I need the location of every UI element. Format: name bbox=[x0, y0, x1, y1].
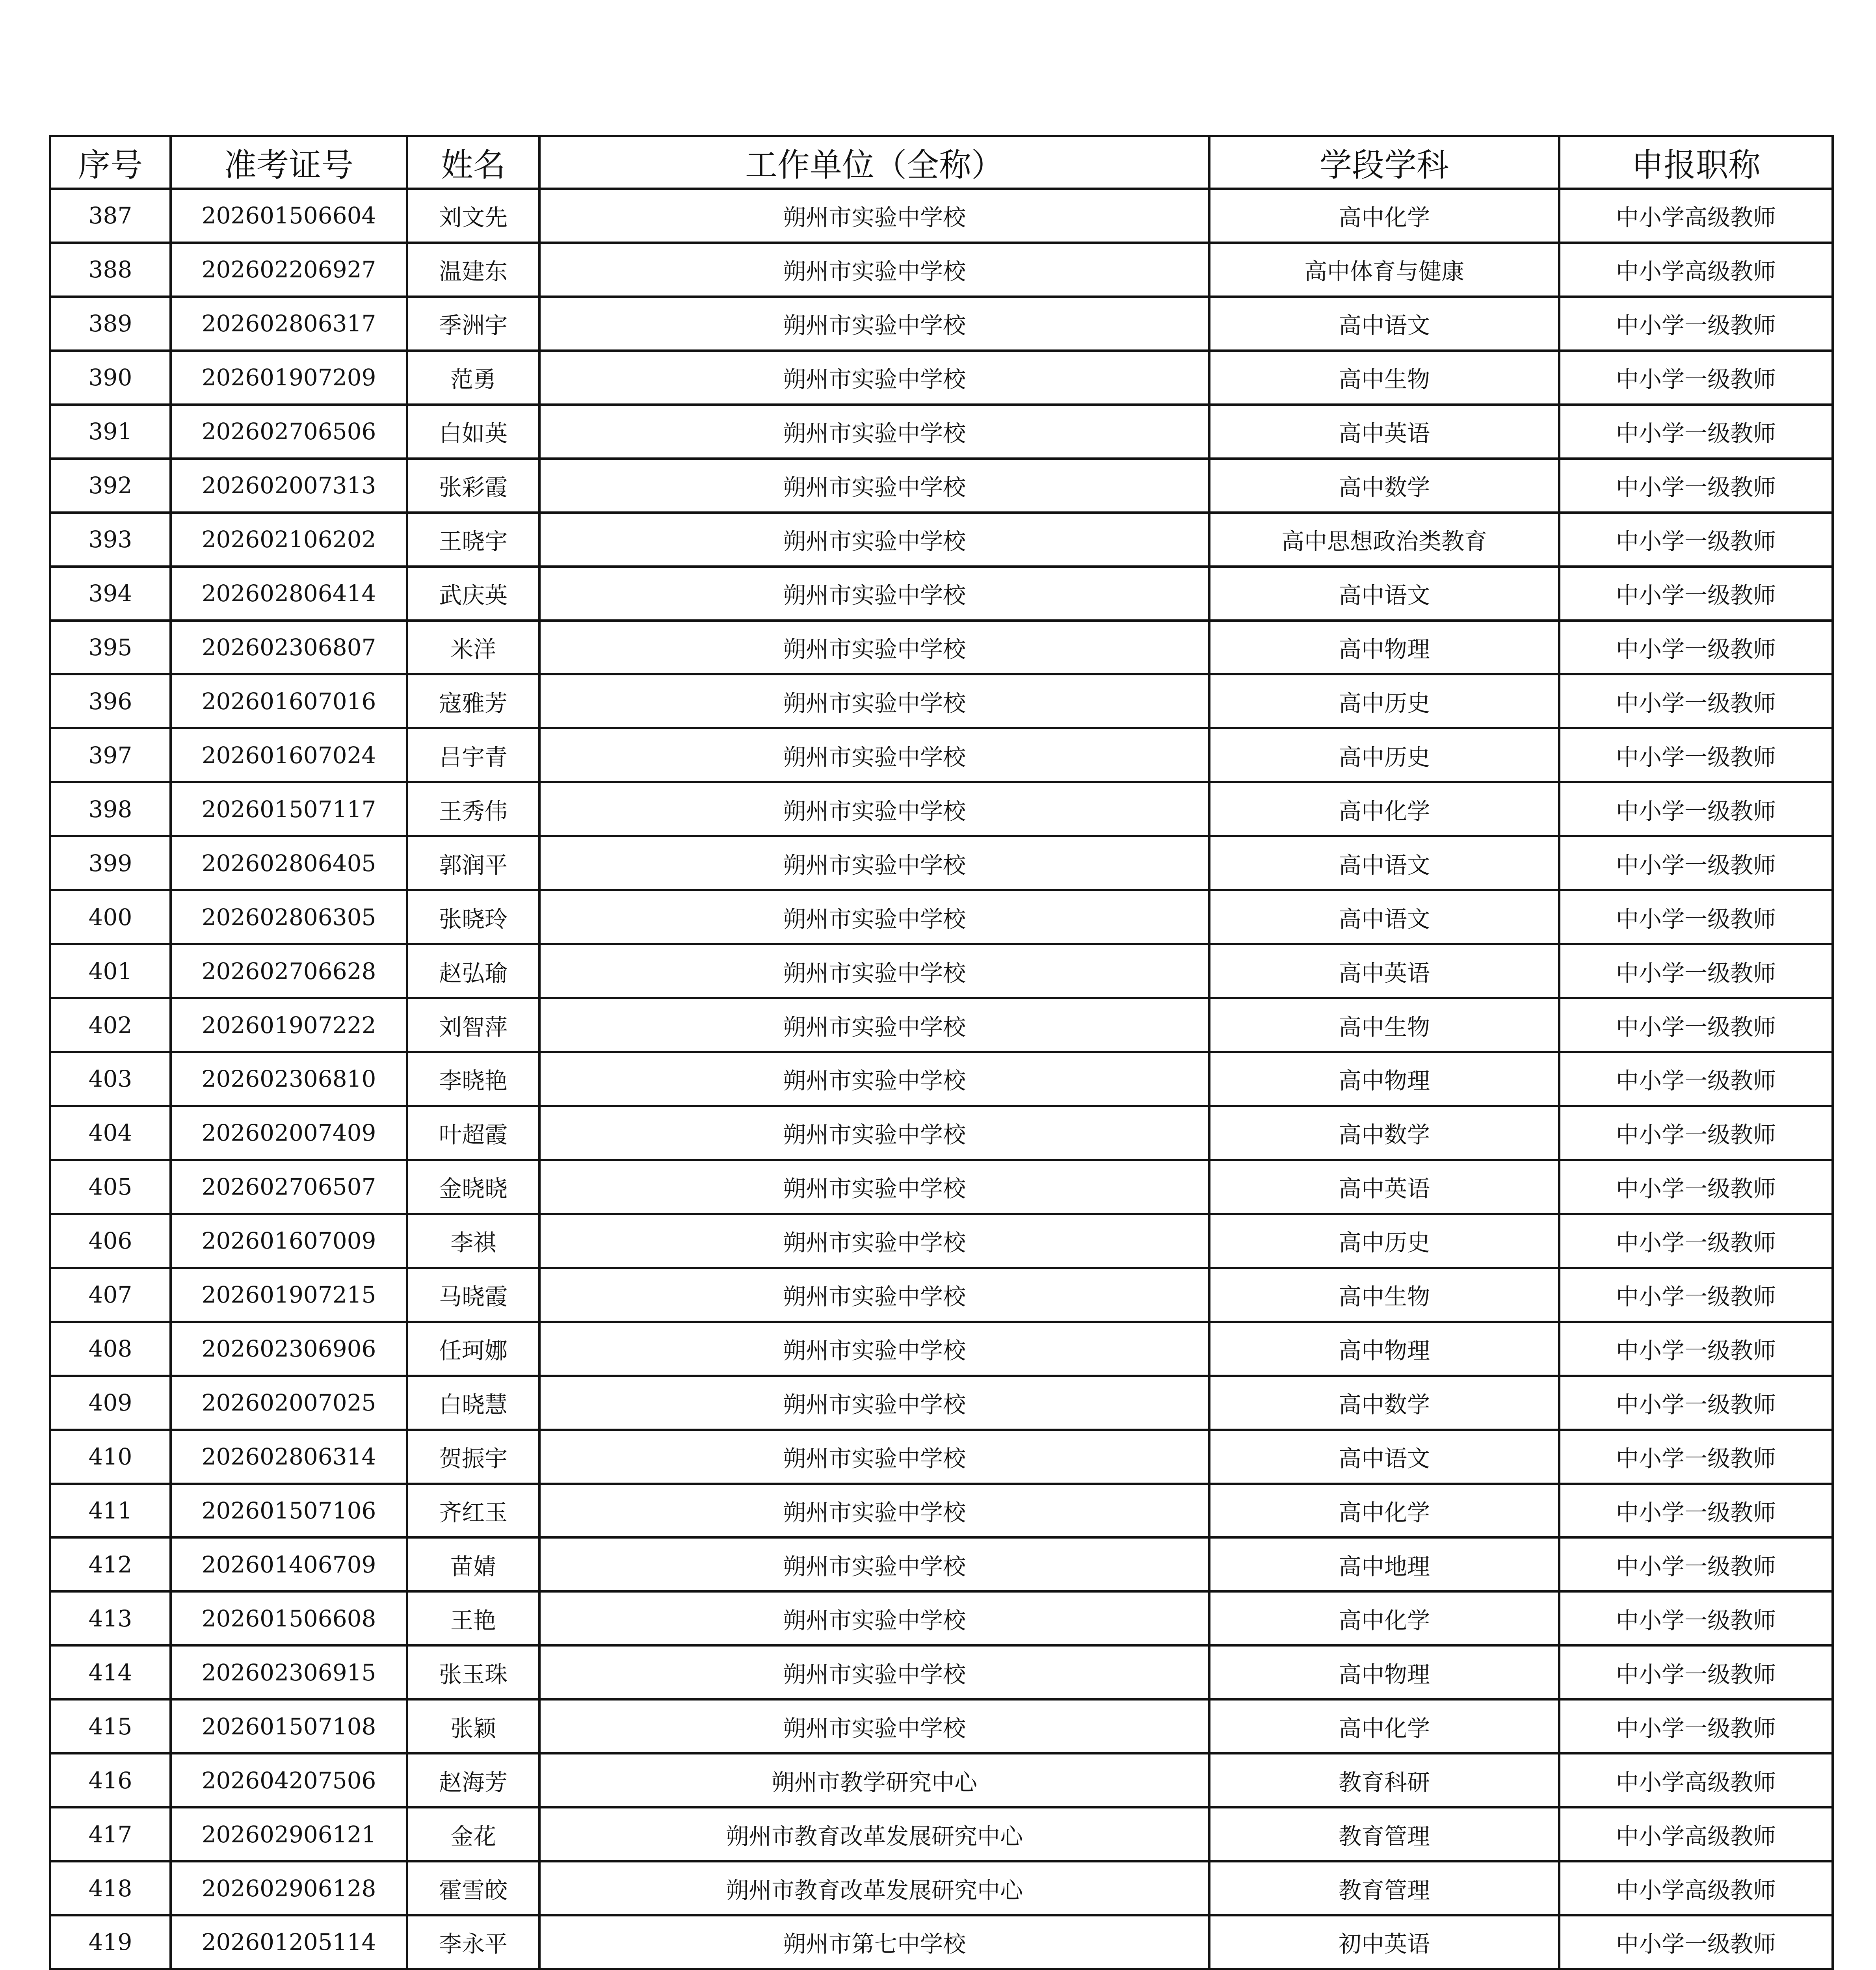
cell-name: 叶超霞 bbox=[407, 1106, 539, 1160]
cell-subject: 初中英语 bbox=[1209, 1915, 1559, 1969]
cell-workplace: 朔州市实验中学校 bbox=[539, 459, 1209, 513]
cell-name: 李永平 bbox=[407, 1915, 539, 1969]
table-row bbox=[50, 1807, 1833, 1861]
cell-workplace: 朔州市实验中学校 bbox=[539, 1537, 1209, 1591]
cell-subject: 高中英语 bbox=[1209, 944, 1559, 998]
cell-exam-id: 202601607009 bbox=[171, 1214, 407, 1268]
cell-name: 王艳 bbox=[407, 1591, 539, 1645]
table-row bbox=[50, 1645, 1833, 1699]
table-row bbox=[50, 1915, 1833, 1969]
cell-title: 中小学一级教师 bbox=[1559, 782, 1833, 836]
cell-subject: 高中历史 bbox=[1209, 1214, 1559, 1268]
cell-name: 王晓宇 bbox=[407, 513, 539, 567]
cell-workplace: 朔州市实验中学校 bbox=[539, 1160, 1209, 1214]
cell-exam-id: 202602806314 bbox=[171, 1430, 407, 1484]
cell-title: 中小学一级教师 bbox=[1559, 405, 1833, 459]
cell-title: 中小学一级教师 bbox=[1559, 351, 1833, 405]
cell-serial: 394 bbox=[50, 567, 171, 621]
cell-title: 中小学高级教师 bbox=[1559, 1753, 1833, 1807]
cell-title: 中小学一级教师 bbox=[1559, 1591, 1833, 1645]
cell-workplace: 朔州市实验中学校 bbox=[539, 621, 1209, 675]
table-row bbox=[50, 459, 1833, 513]
cell-exam-id: 202602106202 bbox=[171, 513, 407, 567]
table-row bbox=[50, 351, 1833, 405]
cell-name: 齐红玉 bbox=[407, 1484, 539, 1538]
cell-serial: 404 bbox=[50, 1106, 171, 1160]
cell-serial: 399 bbox=[50, 836, 171, 890]
cell-workplace: 朔州市实验中学校 bbox=[539, 297, 1209, 351]
cell-subject: 高中物理 bbox=[1209, 1645, 1559, 1699]
cell-title: 中小学一级教师 bbox=[1559, 513, 1833, 567]
cell-title: 中小学一级教师 bbox=[1559, 1484, 1833, 1538]
cell-workplace: 朔州市实验中学校 bbox=[539, 351, 1209, 405]
table-row bbox=[50, 513, 1833, 567]
cell-subject: 高中化学 bbox=[1209, 782, 1559, 836]
cell-workplace: 朔州市实验中学校 bbox=[539, 1214, 1209, 1268]
cell-workplace: 朔州市实验中学校 bbox=[539, 243, 1209, 297]
cell-title: 中小学一级教师 bbox=[1559, 674, 1833, 728]
cell-name: 金花 bbox=[407, 1807, 539, 1861]
cell-exam-id: 202602706628 bbox=[171, 944, 407, 998]
cell-workplace: 朔州市实验中学校 bbox=[539, 1645, 1209, 1699]
cell-workplace: 朔州市实验中学校 bbox=[539, 1591, 1209, 1645]
cell-exam-id: 202602306915 bbox=[171, 1645, 407, 1699]
cell-workplace: 朔州市实验中学校 bbox=[539, 1052, 1209, 1106]
cell-serial: 418 bbox=[50, 1861, 171, 1915]
cell-workplace: 朔州市实验中学校 bbox=[539, 1484, 1209, 1538]
table-row bbox=[50, 1537, 1833, 1591]
cell-workplace: 朔州市实验中学校 bbox=[539, 944, 1209, 998]
cell-serial: 406 bbox=[50, 1214, 171, 1268]
cell-serial: 405 bbox=[50, 1160, 171, 1214]
cell-serial: 415 bbox=[50, 1699, 171, 1753]
cell-title: 中小学一级教师 bbox=[1559, 1430, 1833, 1484]
cell-subject: 高中化学 bbox=[1209, 1699, 1559, 1753]
cell-title: 中小学一级教师 bbox=[1559, 998, 1833, 1052]
table-row bbox=[50, 1106, 1833, 1160]
cell-name: 温建东 bbox=[407, 243, 539, 297]
cell-exam-id: 202602806317 bbox=[171, 297, 407, 351]
cell-serial: 411 bbox=[50, 1484, 171, 1538]
cell-serial: 398 bbox=[50, 782, 171, 836]
table-row bbox=[50, 621, 1833, 675]
cell-serial: 396 bbox=[50, 674, 171, 728]
cell-name: 寇雅芳 bbox=[407, 674, 539, 728]
table-row bbox=[50, 944, 1833, 998]
cell-name: 刘智萍 bbox=[407, 998, 539, 1052]
cell-exam-id: 202604207506 bbox=[171, 1753, 407, 1807]
cell-exam-id: 202602306906 bbox=[171, 1322, 407, 1376]
cell-name: 李祺 bbox=[407, 1214, 539, 1268]
table-row bbox=[50, 1322, 1833, 1376]
table-row bbox=[50, 1268, 1833, 1322]
cell-subject: 高中生物 bbox=[1209, 1268, 1559, 1322]
cell-title: 中小学一级教师 bbox=[1559, 890, 1833, 944]
table-row bbox=[50, 1160, 1833, 1214]
cell-workplace: 朔州市实验中学校 bbox=[539, 405, 1209, 459]
cell-name: 王秀伟 bbox=[407, 782, 539, 836]
cell-subject: 高中历史 bbox=[1209, 728, 1559, 782]
cell-name: 霍雪皎 bbox=[407, 1861, 539, 1915]
cell-title: 中小学高级教师 bbox=[1559, 243, 1833, 297]
cell-exam-id: 202602706507 bbox=[171, 1160, 407, 1214]
cell-workplace: 朔州市实验中学校 bbox=[539, 674, 1209, 728]
cell-exam-id: 202602306810 bbox=[171, 1052, 407, 1106]
cell-subject: 高中物理 bbox=[1209, 621, 1559, 675]
header-serial: 序号 bbox=[50, 136, 171, 189]
cell-title: 中小学一级教师 bbox=[1559, 1699, 1833, 1753]
cell-subject: 高中地理 bbox=[1209, 1537, 1559, 1591]
cell-exam-id: 202602206927 bbox=[171, 243, 407, 297]
cell-exam-id: 202602706506 bbox=[171, 405, 407, 459]
cell-exam-id: 202601907215 bbox=[171, 1268, 407, 1322]
table-row bbox=[50, 1699, 1833, 1753]
cell-subject: 高中数学 bbox=[1209, 1376, 1559, 1430]
cell-subject: 高中思想政治类教育 bbox=[1209, 513, 1559, 567]
table-row bbox=[50, 1430, 1833, 1484]
cell-title: 中小学一级教师 bbox=[1559, 567, 1833, 621]
cell-workplace: 朔州市实验中学校 bbox=[539, 1106, 1209, 1160]
cell-serial: 401 bbox=[50, 944, 171, 998]
cell-title: 中小学一级教师 bbox=[1559, 1376, 1833, 1430]
cell-serial: 419 bbox=[50, 1915, 171, 1969]
cell-title: 中小学一级教师 bbox=[1559, 728, 1833, 782]
cell-subject: 高中数学 bbox=[1209, 1106, 1559, 1160]
cell-exam-id: 202602007025 bbox=[171, 1376, 407, 1430]
cell-name: 张颖 bbox=[407, 1699, 539, 1753]
table-row bbox=[50, 297, 1833, 351]
cell-subject: 高中物理 bbox=[1209, 1052, 1559, 1106]
cell-name: 贺振宇 bbox=[407, 1430, 539, 1484]
cell-exam-id: 202602906121 bbox=[171, 1807, 407, 1861]
table-row bbox=[50, 998, 1833, 1052]
cell-title: 中小学一级教师 bbox=[1559, 1268, 1833, 1322]
cell-subject: 高中语文 bbox=[1209, 567, 1559, 621]
table-row bbox=[50, 243, 1833, 297]
teacher-list-table bbox=[49, 135, 1834, 1970]
cell-title: 中小学一级教师 bbox=[1559, 621, 1833, 675]
cell-subject: 高中生物 bbox=[1209, 351, 1559, 405]
cell-serial: 413 bbox=[50, 1591, 171, 1645]
cell-serial: 416 bbox=[50, 1753, 171, 1807]
cell-exam-id: 202601607024 bbox=[171, 728, 407, 782]
table-row bbox=[50, 728, 1833, 782]
cell-title: 中小学一级教师 bbox=[1559, 1645, 1833, 1699]
cell-serial: 414 bbox=[50, 1645, 171, 1699]
cell-workplace: 朔州市教育改革发展研究中心 bbox=[539, 1861, 1209, 1915]
cell-workplace: 朔州市实验中学校 bbox=[539, 1322, 1209, 1376]
table-row bbox=[50, 890, 1833, 944]
cell-workplace: 朔州市第七中学校 bbox=[539, 1915, 1209, 1969]
cell-name: 苗婧 bbox=[407, 1537, 539, 1591]
table-body bbox=[50, 189, 1833, 1970]
cell-workplace: 朔州市实验中学校 bbox=[539, 189, 1209, 243]
cell-serial: 387 bbox=[50, 189, 171, 243]
cell-workplace: 朔州市实验中学校 bbox=[539, 567, 1209, 621]
cell-subject: 高中语文 bbox=[1209, 297, 1559, 351]
cell-subject: 高中语文 bbox=[1209, 836, 1559, 890]
header-name: 姓名 bbox=[407, 136, 539, 189]
cell-workplace: 朔州市实验中学校 bbox=[539, 1268, 1209, 1322]
cell-title: 中小学一级教师 bbox=[1559, 1537, 1833, 1591]
cell-exam-id: 202602306807 bbox=[171, 621, 407, 675]
cell-serial: 407 bbox=[50, 1268, 171, 1322]
cell-name: 白晓慧 bbox=[407, 1376, 539, 1430]
cell-workplace: 朔州市实验中学校 bbox=[539, 836, 1209, 890]
cell-subject: 教育管理 bbox=[1209, 1807, 1559, 1861]
cell-subject: 高中英语 bbox=[1209, 405, 1559, 459]
cell-subject: 高中历史 bbox=[1209, 674, 1559, 728]
cell-exam-id: 202601406709 bbox=[171, 1537, 407, 1591]
cell-serial: 402 bbox=[50, 998, 171, 1052]
cell-title: 中小学一级教师 bbox=[1559, 1106, 1833, 1160]
table-row bbox=[50, 1052, 1833, 1106]
cell-workplace: 朔州市实验中学校 bbox=[539, 998, 1209, 1052]
cell-name: 范勇 bbox=[407, 351, 539, 405]
cell-name: 刘文先 bbox=[407, 189, 539, 243]
cell-name: 赵海芳 bbox=[407, 1753, 539, 1807]
table-row bbox=[50, 674, 1833, 728]
cell-exam-id: 202602806405 bbox=[171, 836, 407, 890]
cell-workplace: 朔州市实验中学校 bbox=[539, 1699, 1209, 1753]
cell-exam-id: 202601607016 bbox=[171, 674, 407, 728]
cell-serial: 388 bbox=[50, 243, 171, 297]
cell-name: 米洋 bbox=[407, 621, 539, 675]
cell-name: 吕宇青 bbox=[407, 728, 539, 782]
cell-serial: 412 bbox=[50, 1537, 171, 1591]
cell-title: 中小学一级教师 bbox=[1559, 944, 1833, 998]
header-exam-id: 准考证号 bbox=[171, 136, 407, 189]
cell-title: 中小学一级教师 bbox=[1559, 836, 1833, 890]
table-row bbox=[50, 1753, 1833, 1807]
cell-name: 季洲宇 bbox=[407, 297, 539, 351]
cell-title: 中小学高级教师 bbox=[1559, 1807, 1833, 1861]
cell-name: 赵弘瑜 bbox=[407, 944, 539, 998]
cell-subject: 高中语文 bbox=[1209, 1430, 1559, 1484]
table-row bbox=[50, 1591, 1833, 1645]
table-row bbox=[50, 782, 1833, 836]
cell-subject: 高中语文 bbox=[1209, 890, 1559, 944]
header-title: 申报职称 bbox=[1559, 136, 1833, 189]
cell-workplace: 朔州市实验中学校 bbox=[539, 1430, 1209, 1484]
cell-workplace: 朔州市实验中学校 bbox=[539, 1376, 1209, 1430]
cell-title: 中小学一级教师 bbox=[1559, 1214, 1833, 1268]
cell-name: 马晓霞 bbox=[407, 1268, 539, 1322]
cell-serial: 397 bbox=[50, 728, 171, 782]
cell-name: 张晓玲 bbox=[407, 890, 539, 944]
cell-serial: 408 bbox=[50, 1322, 171, 1376]
cell-serial: 395 bbox=[50, 621, 171, 675]
cell-workplace: 朔州市实验中学校 bbox=[539, 513, 1209, 567]
table-row bbox=[50, 836, 1833, 890]
table-row bbox=[50, 567, 1833, 621]
cell-title: 中小学一级教师 bbox=[1559, 1052, 1833, 1106]
cell-serial: 409 bbox=[50, 1376, 171, 1430]
cell-exam-id: 202602806414 bbox=[171, 567, 407, 621]
table-row bbox=[50, 1214, 1833, 1268]
cell-serial: 403 bbox=[50, 1052, 171, 1106]
cell-serial: 400 bbox=[50, 890, 171, 944]
cell-exam-id: 202602007409 bbox=[171, 1106, 407, 1160]
cell-serial: 389 bbox=[50, 297, 171, 351]
table-row bbox=[50, 189, 1833, 243]
table-row bbox=[50, 1376, 1833, 1430]
cell-title: 中小学一级教师 bbox=[1559, 1160, 1833, 1214]
cell-subject: 高中物理 bbox=[1209, 1322, 1559, 1376]
header-row bbox=[50, 136, 1833, 189]
cell-serial: 393 bbox=[50, 513, 171, 567]
cell-name: 任珂娜 bbox=[407, 1322, 539, 1376]
cell-serial: 390 bbox=[50, 351, 171, 405]
cell-subject: 高中生物 bbox=[1209, 998, 1559, 1052]
cell-workplace: 朔州市教育改革发展研究中心 bbox=[539, 1807, 1209, 1861]
cell-workplace: 朔州市实验中学校 bbox=[539, 782, 1209, 836]
cell-subject: 高中数学 bbox=[1209, 459, 1559, 513]
cell-name: 李晓艳 bbox=[407, 1052, 539, 1106]
cell-serial: 410 bbox=[50, 1430, 171, 1484]
cell-workplace: 朔州市实验中学校 bbox=[539, 890, 1209, 944]
table-row bbox=[50, 405, 1833, 459]
cell-name: 金晓晓 bbox=[407, 1160, 539, 1214]
cell-subject: 高中体育与健康 bbox=[1209, 243, 1559, 297]
cell-title: 中小学高级教师 bbox=[1559, 1861, 1833, 1915]
cell-title: 中小学一级教师 bbox=[1559, 297, 1833, 351]
table-row bbox=[50, 1861, 1833, 1915]
cell-exam-id: 202601507117 bbox=[171, 782, 407, 836]
cell-exam-id: 202601205114 bbox=[171, 1915, 407, 1969]
cell-serial: 391 bbox=[50, 405, 171, 459]
cell-subject: 高中化学 bbox=[1209, 1484, 1559, 1538]
cell-exam-id: 202601507108 bbox=[171, 1699, 407, 1753]
cell-subject: 教育管理 bbox=[1209, 1861, 1559, 1915]
cell-title: 中小学一级教师 bbox=[1559, 1322, 1833, 1376]
cell-name: 张玉珠 bbox=[407, 1645, 539, 1699]
header-workplace: 工作单位（全称） bbox=[539, 136, 1209, 189]
cell-subject: 教育科研 bbox=[1209, 1753, 1559, 1807]
cell-exam-id: 202601907222 bbox=[171, 998, 407, 1052]
cell-exam-id: 202602806305 bbox=[171, 890, 407, 944]
cell-serial: 417 bbox=[50, 1807, 171, 1861]
cell-name: 郭润平 bbox=[407, 836, 539, 890]
cell-workplace: 朔州市实验中学校 bbox=[539, 728, 1209, 782]
cell-title: 中小学一级教师 bbox=[1559, 459, 1833, 513]
cell-exam-id: 202602906128 bbox=[171, 1861, 407, 1915]
cell-exam-id: 202601907209 bbox=[171, 351, 407, 405]
cell-name: 白如英 bbox=[407, 405, 539, 459]
cell-title: 中小学高级教师 bbox=[1559, 189, 1833, 243]
cell-subject: 高中英语 bbox=[1209, 1160, 1559, 1214]
cell-subject: 高中化学 bbox=[1209, 189, 1559, 243]
cell-serial: 392 bbox=[50, 459, 171, 513]
cell-title: 中小学一级教师 bbox=[1559, 1915, 1833, 1969]
table-row bbox=[50, 1484, 1833, 1538]
cell-workplace: 朔州市教学研究中心 bbox=[539, 1753, 1209, 1807]
cell-exam-id: 202601506608 bbox=[171, 1591, 407, 1645]
cell-name: 武庆英 bbox=[407, 567, 539, 621]
cell-subject: 高中化学 bbox=[1209, 1591, 1559, 1645]
header-subject: 学段学科 bbox=[1209, 136, 1559, 189]
cell-exam-id: 202601507106 bbox=[171, 1484, 407, 1538]
cell-exam-id: 202602007313 bbox=[171, 459, 407, 513]
cell-exam-id: 202601506604 bbox=[171, 189, 407, 243]
cell-name: 张彩霞 bbox=[407, 459, 539, 513]
